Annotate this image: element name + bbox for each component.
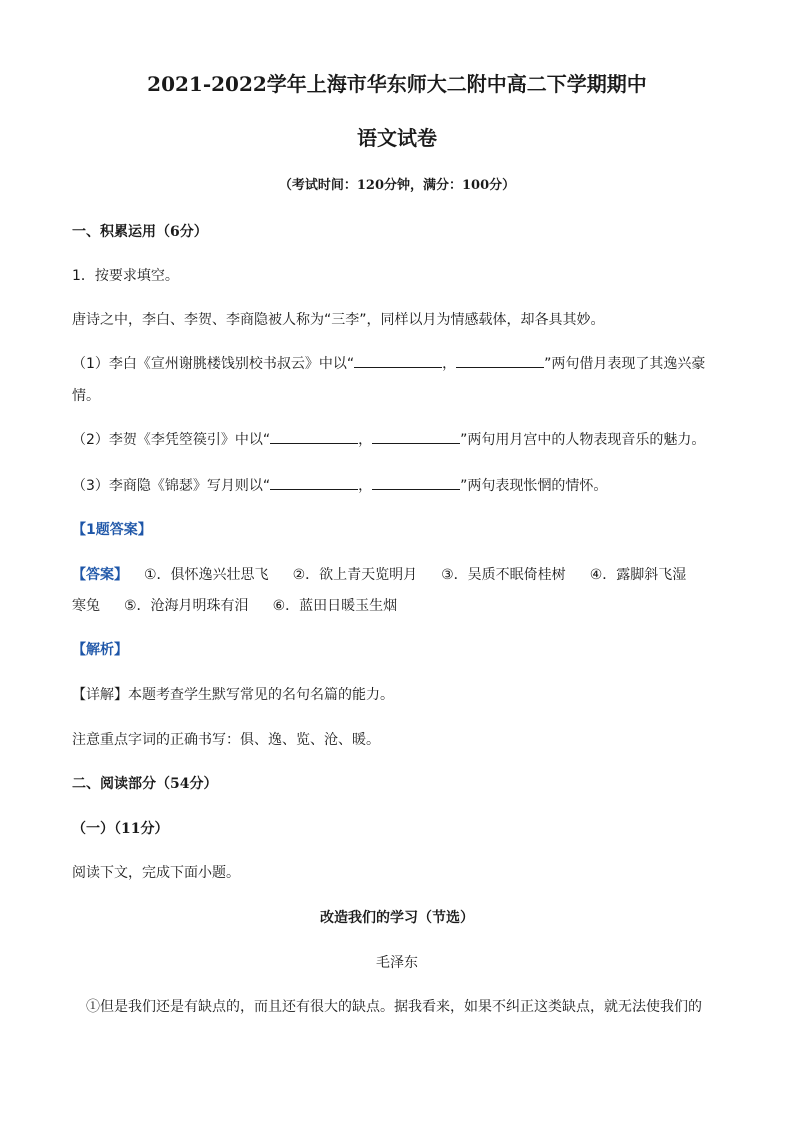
question-1: 1．按要求填空。 xyxy=(72,268,179,284)
answer-blank[interactable] xyxy=(372,477,460,490)
answer-blank[interactable] xyxy=(270,431,358,444)
fill-item-2-mid: ， xyxy=(358,432,373,448)
fill-item-3-post: ”两句表现怅惘的情怀。 xyxy=(460,478,608,494)
analysis-label: 【解析】 xyxy=(72,642,128,658)
fill-item-3-mid: ， xyxy=(358,478,373,494)
fill-item-2-post: ”两句用月宫中的人物表现音乐的魅力。 xyxy=(460,432,706,448)
answer-blank[interactable] xyxy=(372,431,460,444)
fill-item-1-pre: （1）李白《宣州谢朓楼饯别校书叔云》中以“ xyxy=(72,356,355,372)
detail-label: 【详解】 xyxy=(72,687,128,703)
answer-2: ②．欲上青天览明月 xyxy=(292,567,418,583)
answer-blank[interactable] xyxy=(270,477,358,490)
answer-3: ③．吴质不眠倚桂树 xyxy=(441,567,566,583)
fill-item-1-post: ”两句借月表现了其逸兴豪 xyxy=(544,356,706,372)
fill-item-2-pre: （2）李贺《李凭箜篌引》中以“ xyxy=(72,432,271,448)
detail-line xyxy=(72,685,724,705)
exam-title-line1: 2021-2022学年上海市华东师大二附中高二下学期期中 xyxy=(147,72,647,96)
detail-text: 本题考查学生默写常见的名句名篇的能力。 xyxy=(128,687,394,703)
reading-instruction: 阅读下文，完成下面小题。 xyxy=(72,865,240,881)
fill-item-1-cont: 情。 xyxy=(72,388,100,404)
fill-item-1 xyxy=(72,354,724,374)
section1-heading: 一、积累运用（6分） xyxy=(72,224,208,240)
answer-5: ⑤．沧海月明珠有泪 xyxy=(124,598,249,614)
fill-item-2 xyxy=(72,430,724,450)
fill-item-3 xyxy=(72,476,724,496)
answer-line-1 xyxy=(72,565,724,585)
question-1-intro: 唐诗之中，李白、李贺、李商隐被人称为“三李”，同样以月为情感载体，却各具其妙。 xyxy=(72,312,605,328)
answer-4-cont: 寒兔 xyxy=(72,598,100,614)
article-title: 改造我们的学习（节选） xyxy=(320,910,474,926)
answer-line-2 xyxy=(72,596,724,616)
section2-subheading: （一）（11分） xyxy=(72,821,169,837)
answer-header: 【1题答案】 xyxy=(72,522,152,538)
answer-1: ①．俱怀逸兴壮思飞 xyxy=(144,567,269,583)
answer-label: 【答案】 xyxy=(72,567,128,583)
note-line: 注意重点字词的正确书写：俱、逸、览、沧、暖。 xyxy=(72,732,380,748)
fill-item-3-pre: （3）李商隐《锦瑟》写月则以“ xyxy=(72,478,271,494)
section2-heading: 二、阅读部分（54分） xyxy=(72,776,218,792)
article-author: 毛泽东 xyxy=(376,955,418,971)
answer-blank[interactable] xyxy=(456,355,544,368)
exam-info: （考试时间：120分钟，满分：100分） xyxy=(278,178,516,193)
article-paragraph-1: ①但是我们还是有缺点的，而且还有很大的缺点。据我看来，如果不纠正这类缺点，就无法使我们的 xyxy=(86,999,702,1015)
answer-4: ④．露脚斜飞湿 xyxy=(589,567,687,583)
answer-blank[interactable] xyxy=(354,355,442,368)
fill-item-1-mid: ， xyxy=(442,356,457,372)
answer-6: ⑥．蓝田日暖玉生烟 xyxy=(272,598,398,614)
exam-title-line2: 语文试卷 xyxy=(357,126,437,150)
